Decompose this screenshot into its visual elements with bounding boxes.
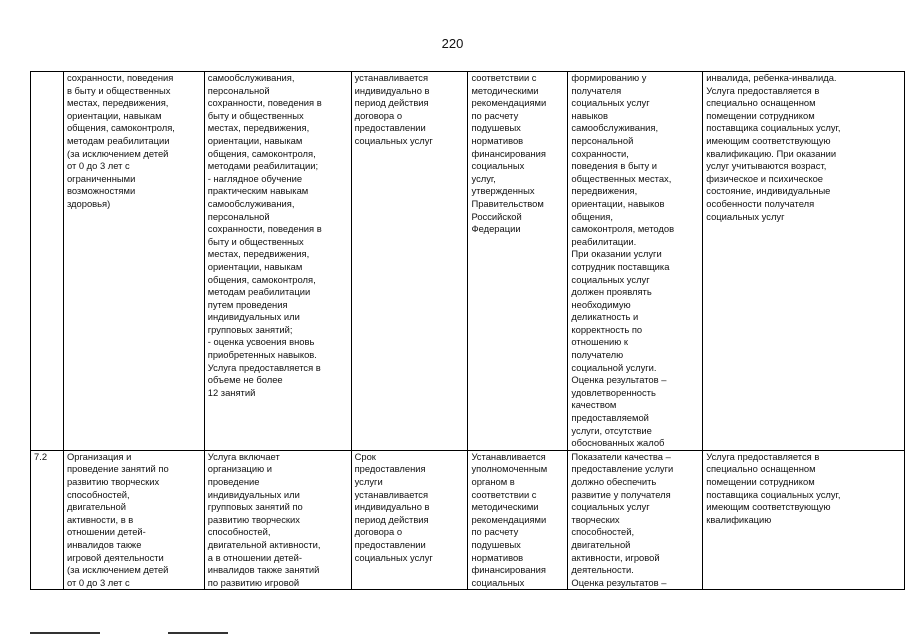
cell-quality-indicators: Показатели качества – предоставление услуги должно обеспечить развитие у получателя социальных услуг творческих способностей, двигательной активности, игровой деятельности. Оценка результатов – [568,450,703,590]
cell-service-name: Организация и проведение занятий по развитию творческих способностей, двигательной активности, в в отношении детей- инвалидов также игровой деятельности (за исключением детей от 0 до 3 лет с [63,450,204,590]
scan-edge-line [168,632,228,634]
cell-service-conditions: инвалида, ребенка-инвалида. Услуга предоставляется в специально оснащенном помещении сотрудником поставщика социальных услуг, имеющим соответствующую квалификацию. При оказании услуг учитываются возраст, физическое и психическое состояние, индивидуальные особенности получателя социальных услуг [703,72,905,451]
cell-service-term: Срок предоставления услуги устанавливается индивидуально в период действия договора о предоставлении социальных услуг [351,450,468,590]
table-row [31,450,905,590]
cell-service-tariff: Устанавливается уполномоченным органом в соответствии с методическими рекомендациями по расчету подушевых нормативов финансирования социальных [468,450,568,590]
scan-edge-line [30,632,100,634]
cell-service-description: самообслуживания, персональной сохранности, поведения в быту и общественных местах, передвижения, ориентации, навыкам общения, самоконтроля, методами реабилитации; - наглядное обучение практическим навыкам самообслуживания, персональной сохранности, поведения в быту и общественных местах, передвижения, ориентации, навыкам общения, самоконтроля, методам реабилитации путем проведения индивидуальных или групповых занятий; - оценка усвоения вновь приобретенных навыков. Услуга предоставляется в объеме не более 12 занятий [204,72,351,451]
services-table [30,71,905,590]
cell-quality-indicators: формированию у получателя социальных услуг навыков самообслуживания, персональной сохранности, поведения в быту и общественных местах, передвижения, ориентации, навыков общения, самоконтроля, методов реабилитации. При оказании услуги сотрудник поставщика социальных услуг должен проявлять необходимую деликатность и корректность по отношению к получателю социальной услуги. Оценка результатов – удовлетворенность качеством предоставляемой услуги, отсутствие обоснованных жалоб [568,72,703,451]
cell-service-name: сохранности, поведения в быту и общественных местах, передвижения, ориентации, навыкам общения, самоконтроля, методам реабилитации (за исключением детей от 0 до 3 лет с ограниченными возможностями здоровья) [63,72,204,451]
cell-service-conditions: Услуга предоставляется в специально оснащенном помещении сотрудником поставщика социальных услуг, имеющим соответствующую квалификацию [703,450,905,590]
cell-service-term: устанавливается индивидуально в период действия договора о предоставлении социальных услуг [351,72,468,451]
page-number: 220 [441,36,464,51]
cell-number [31,72,64,451]
cell-service-description: Услуга включает организацию и проведение индивидуальных или групповых занятий по развитию творческих способностей, двигательной активности, а в отношении детей- инвалидов также занятий по развитию игровой [204,450,351,590]
table-row [31,72,905,451]
cell-number: 7.2 [31,450,64,590]
cell-service-tariff: соответствии с методическими рекомендациями по расчету подушевых нормативов финансирования социальных услуг, утвержденных Правительством Российской Федерации [468,72,568,451]
